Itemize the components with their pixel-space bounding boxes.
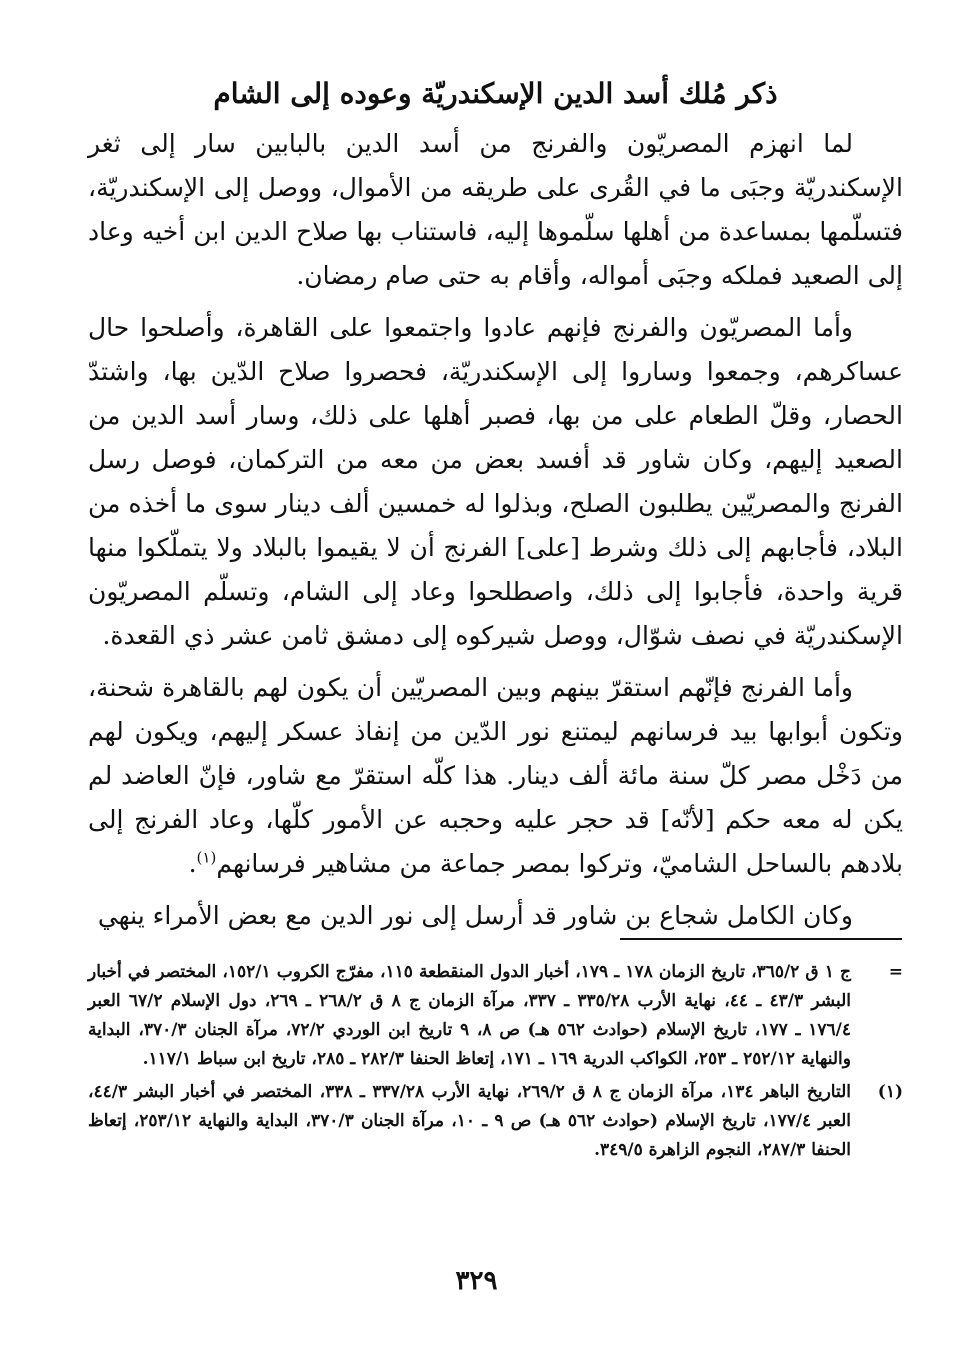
paragraph-1: لما انهزم المصريّون والفرنج من أسد الدين بالبابين سار إلى ثغر الإسكندريّة وجبَى ما في القُرى على طريقه من الأموال، ووصل إلى الإسكندريّة، فتسلّمها بمساعدة من أهلها سلّموها إليه، فاستناب بها صلاح الدين ابن أخيه وعاد إلى الصعيد فملكه وجبَى أمواله، وأقام به حتى صام رمضان. bbox=[88, 129, 903, 290]
footnotes bbox=[88, 958, 903, 1169]
footnote-mark: (١) bbox=[877, 1082, 903, 1102]
paragraph-3-text: وأما الفرنج فإنّهم استقرّ بينهم وبين المصريّين أن يكون لهم بالقاهرة شحنة، وتكون أبوابها بيد فرسانهم ليمتنع نور الدّين من إنفاذ عسكر إليهم، ويكون لهم من دَخْل مصر كلّ سنة مائة ألف دينار. هذا كلّه استقرّ مع شاور، فإنّ العاضد لم يكن له معه حكم [لأنّه] قد حجر عليه وحجبه عن الأمور كلّها، وعاد الفرنج إلى بلادهم بالساحل الشاميّ، وتركوا بمصر جماعة من مشاهير فرسانهم bbox=[88, 673, 903, 878]
footnote-divider bbox=[620, 938, 902, 940]
footnote-text: التاريخ الباهر ١٣٤، مرآة الزمان ج ٨ ق ٢٦٩/٢، نهاية الأرب ٣٣٧/٢٨ ـ ٣٣٨، المختصر في أخبار البشر ٤٤/٣، العبر ١٧٧/٤، تاريخ الإسلام (حوادث ٥٦٢ هـ) ص ٩ ـ ١٠، مرآة الجنان ٣٧٠/٣، البداية والنهاية ٢٥٣/١٢، إتعاظ الحنفا ٢٨٧/٣، النجوم الزاهرة ٣٤٩/٥. bbox=[88, 1082, 852, 1160]
main-text bbox=[88, 68, 903, 938]
chapter-title: ذكر مُلك أسد الدين الإسكندريّة وعوده إلى الشام bbox=[213, 77, 778, 110]
footnote-reference: (١) bbox=[196, 848, 217, 867]
paragraph-3: وأما الفرنج فإنّهم استقرّ بينهم وبين المصريّين أن يكون لهم بالقاهرة شحنة، وتكون أبوابها بيد فرسانهم ليمتنع نور الدّين من إنفاذ عسكر إليهم، ويكون لهم من دَخْل مصر كلّ سنة مائة ألف دينار. هذا كلّه استقرّ مع شاور، فإنّ العاضد لم يكن له معه حكم [لأنّه] قد حجر عليه وحجبه عن الأمور كلّها، وعاد الفرنج إلى بلادهم بالساحل الشاميّ، وتركوا بمصر جماعة من مشاهير فرسانهم$^{(١)}$. bbox=[88, 673, 903, 878]
page-number: ٣٢٩ bbox=[455, 1266, 498, 1296]
footnote-1 bbox=[88, 1078, 903, 1165]
paragraph-4: وكان الكامل شجاع بن شاور قد أرسل إلى نور الدين مع بعض الأمراء ينهي bbox=[97, 901, 853, 930]
footnote-continuation bbox=[88, 958, 903, 1074]
footnote-text: ج ١ ق ٣٦٥/٢، تاريخ الزمان ١٧٨ ـ ١٧٩، أخبار الدول المنقطعة ١١٥، مفرّج الكروب ١٥٢/١، المختصر في أخبار البشر ٤٣/٣ ـ ٤٤، نهاية الأرب ٣٣٥/٢٨ ـ ٣٣٧، مرآة الزمان ج ٨ ق ٢٦٨/٢ ـ ٢٦٩، دول الإسلام ٦٧/٢ العبر ١٧٦/٤ ـ ١٧٧، تاريخ الإسلام (حوادث ٥٦٢ هـ) ص ٨، ٩ تاريخ ابن الوردي ٧٢/٢، مرآة الجنان ٣٧٠/٣، البداية والنهاية ٢٥٢/١٢ ـ ٢٥٣، الكواكب الدرية ١٦٩ ـ ١٧١، إتعاظ الحنفا ٢٨٢/٣ ـ ٢٨٥، تاريخ ابن سباط ١١٧/١. bbox=[88, 962, 852, 1069]
paragraph-2: وأما المصريّون والفرنج فإنهم عادوا واجتمعوا على القاهرة، وأصلحوا حال عساكرهم، وجمعوا وساروا إلى الإسكندريّة، فحصروا صلاح الدّين بها، واشتدّ الحصار، وقلّ الطعام على من بها، فصبر أهلها على ذلك، وسار أسد الدين من الصعيد إليهم، وكان شاور قد أفسد بعض من معه من التركمان، فوصل رسل الفرنج والمصريّين يطلبون الصلح، وبذلوا له خمسين ألف دينار سوى ما أخذه من البلاد، فأجابهم إلى ذلك وشرط [على] الفرنج أن لا يقيموا بالبلاد ولا يتملّكوا منها قرية واحدة، فأجابوا إلى ذلك، واصطلحوا وعاد إلى الشام، وتسلّم المصريّون الإسكندريّة في نصف شوّال، ووصل شيركوه إلى دمشق ثامن عشر ذي القعدة. bbox=[88, 313, 903, 650]
footnote-mark: = bbox=[888, 962, 903, 982]
